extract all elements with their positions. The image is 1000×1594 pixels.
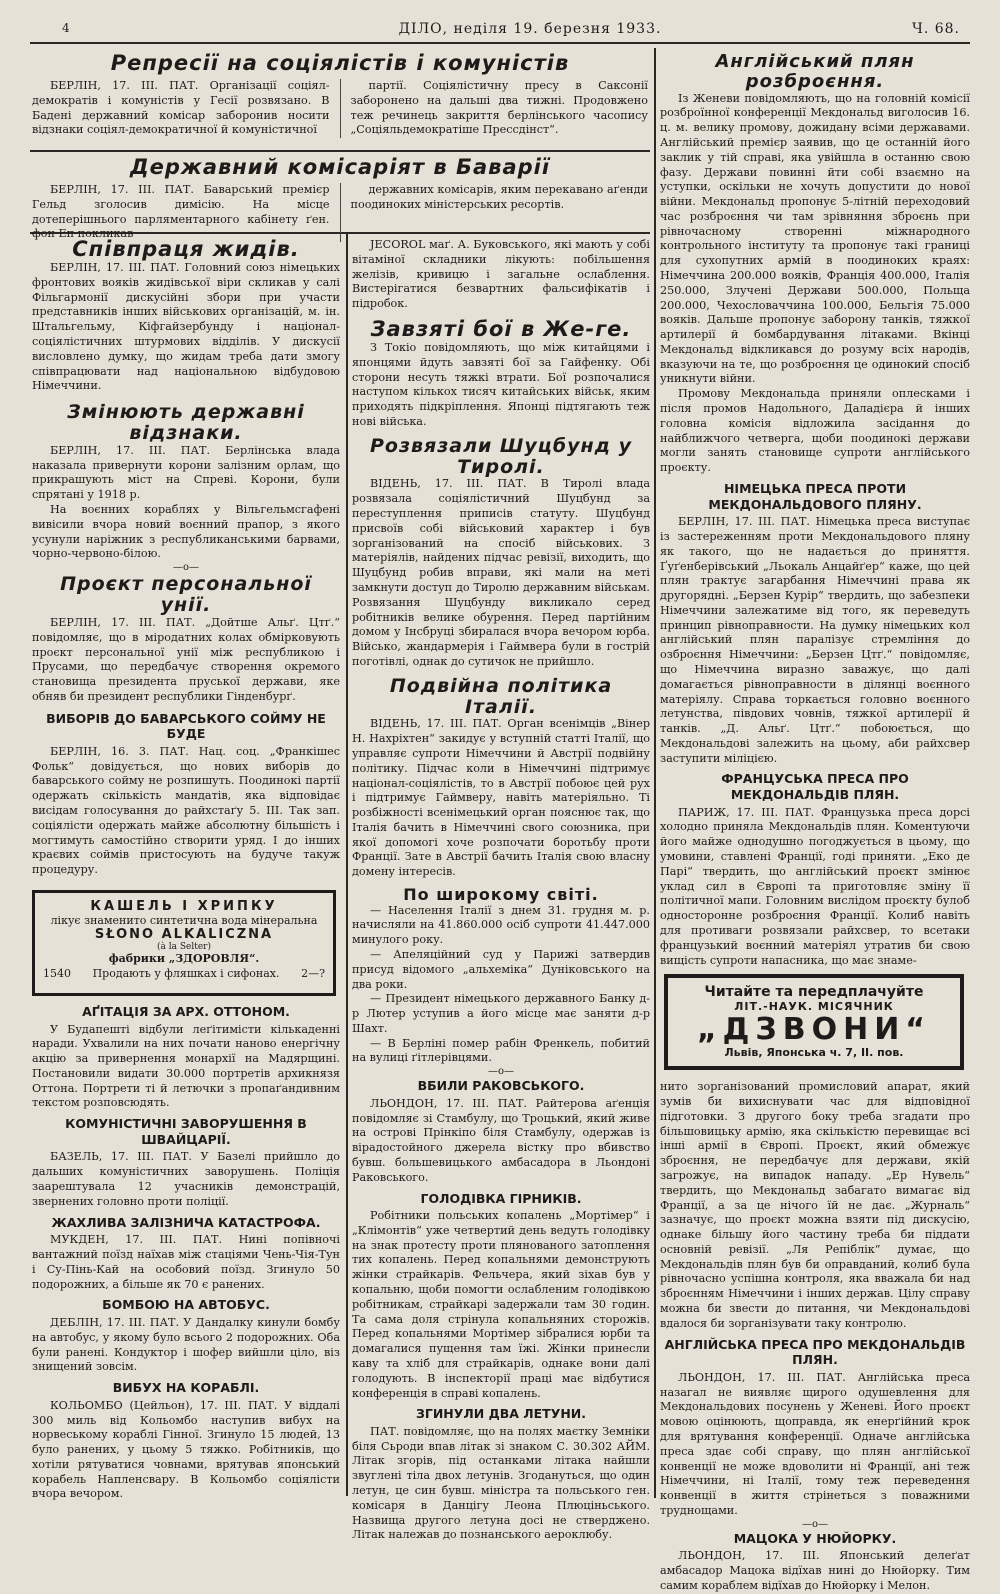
separator: —o— bbox=[801, 1518, 829, 1530]
ad-brand: SŁONO ALKALICZNA bbox=[94, 926, 274, 942]
separator: —o— bbox=[487, 1066, 515, 1078]
article-text: ЛЬОНДОН, 17. III. ПАТ. Райтерова аґенція повідомляє зі Стамбулу, що Троцький, який живе на острові Прінкіпо біля Стамбулу, одержав із вірадостойного джерела вістку про вбивство бувш. большевицького амбасадора в Льондоні Раковського. bbox=[352, 1096, 650, 1184]
ad-code: 1540 bbox=[43, 966, 71, 980]
article-title: ФРАНЦУСЬКА ПРЕСА ПРО МЕКДОНАЛЬДІВ ПЛЯН. bbox=[721, 771, 909, 803]
article-title: ВИБОРІВ ДО БАВАРСЬКОГО СОЙМУ НЕ БУДЕ bbox=[46, 710, 326, 742]
article-text: Промову Мекдональда приняли оплесками і після промов Надольного, Даладієра й інших головна комісія відложила засідання до найближчого четверга, щоби поодинокі держави могли занять становище супроти англійського проєкту. bbox=[660, 387, 970, 475]
article-text: — Президент німецького державного Банку д-р Лютер уступив а його місце має заняти д-р Шахт. bbox=[352, 992, 650, 1035]
article-text: — Апеляційний суд у Парижі затвердив присуд відомого „альхеміка“ Дуніковського на два роки. bbox=[352, 947, 650, 991]
advertisement-dzvony bbox=[664, 974, 964, 1070]
article-text: Робітники польських копалень „Мортімер“ і „Клімонтів“ уже четвертий день ведуть голодівку на знак протесту проти плянованого затоплення тих копалень. Перед копальнями демонструють жінки страйкарів. Фельчера, який зіхав був у копальню, щоби помогти ослабленим голодівкою робітникам, страйкарі задержали там 30 годин. Та сама доля стрінула копальняних сторожів. Перед копальнями Мортімер зібралися юрби та домагалися пущення там їжі. Жінки принесли каву та хліб для страйкарів, однаке вони далі голодують. В інспекторії праці має відбутися конференція в справі копалень. bbox=[352, 1209, 650, 1400]
ad-tail: 2—? bbox=[301, 966, 325, 980]
article-title: АҐІТАЦІЯ ЗА АРХ. ОТТОНОМ. bbox=[82, 1003, 290, 1019]
article-title: Співпраця жидів. bbox=[72, 237, 300, 261]
article-text: БЕРЛІН, 16. 3. ПАТ. Нац. соц. „Франкішес Фольк“ довідується, що нових виборів до баварського сойму не розпишуть. Поодинокі партії одержать скількість мандатів, яка відповідає висідам голосування до райхстаґу 5. III. Так зап. соціялісти одержать майже абсолютну більшість і могтимуть самостійно створити уряд. І до інших краєвих соймів пристосують на будуче такуж процедуру. bbox=[32, 744, 340, 877]
newspaper-title: ДІЛО, неділя 19. березня 1933. bbox=[398, 21, 662, 37]
article-title: ЗГИНУЛИ ДВА ЛЕТУНИ. bbox=[415, 1406, 587, 1422]
ad-headline: КАШЕЛЬ І ХРИПКУ bbox=[90, 898, 278, 914]
article-text: ПАТ. повідомляє, що на полях маєтку Земніки біля Сьроди впав літак зі знаком С. 30.302 АЙМ. Літак згорів, під останками літака найшли звуглені тіла двох летунів. Згодануться, що один летун, це син бувш. міністра та польського ген. комісаря в Данцігу Леона Плюціньського. Назвища другого летуна досі не стверджено. Літак належав до познанського аероклюбу. bbox=[352, 1424, 650, 1542]
advertisement-slot bbox=[660, 974, 970, 1074]
article-text: БЕРЛІН, 17. III. ПАТ. Баварський премієр Гельд зголосив димісію. На місце дотеперішнього парляментарного кабінету ґен. фон Еп покликав bbox=[32, 183, 330, 241]
column-rule bbox=[654, 48, 656, 1498]
column-1 bbox=[32, 237, 340, 1501]
article-text: ВІДЕНЬ, 17. III. ПАТ. В Тиролі влада розвязала соціялістичний Шуцбунд за переступлення приписів статуту. Шуцбунд присвоїв собі військовий характер і був зорганізований на спосіб військових. З матеріялів, найдених підчас ревізії, виходить, що Шуцбунд робив вправи, які мали на меті замкнути доступ до Тиролю державним військам. Розвязання Шуцбунду викликало серед робітників велике обурення. Перед партійним домом у Інсбруці збиралася вчора вечором юрба. Військо, жандармерія і Гаймвера були в гострій поготівлі, однак до сутичок не прийшло. bbox=[352, 477, 650, 668]
separator: —o— bbox=[172, 562, 200, 574]
article-title: Змінюють державні відзнаки. bbox=[67, 401, 305, 445]
article-bavaria-commissariat bbox=[32, 155, 648, 241]
article-title: По широкому світі. bbox=[403, 885, 599, 904]
article-text: БЕРЛІН, 17. III. ПАТ. Організації соціял-демократів і комуністів у Гесії розвязано. В Бадені державний комісар заборонив носити відзнаки соціял-демократичної й комуністичної bbox=[32, 79, 330, 137]
article-text: КОЛЬОМБО (Цейльон), 17. III. ПАТ. У віддалі 300 миль від Кольомбо наступив вибух на норвеському кораблі Гінної. Згинуло 15 людей, 13 було ранених, у цьому 5 тяжко. Робітників, що хотіли рятуватися човнами, врятував японський корабель Напленсвару. В Кольомбо соціялісти вчора вечором. bbox=[32, 1398, 340, 1501]
article-text: ДЕБЛІН, 17. III. ПАТ. У Дандалку кинули бомбу на автобус, у якому було всього 2 подорожних. Оба були ранені. Кондуктор і шофер вийшли ціло, віз знищений зовсім. bbox=[32, 1315, 340, 1374]
article-text: ЛЬОНДОН, 17. III. ПАТ. Англійська преса назагал не виявляє щирого одушевлення для Мекдональдових посунень у Женеві. Його проєкт мовою оцінюють, щоправда, як енерґійний крок для врятування конференції. Одначе англійська преса здає собі справу, що плян англійської конвенції не може вдоволити ні Франції, ані теж Німеччини, ні Італії, тому теж переведення конвенції в життя стрінеться з поважними труднощами. bbox=[660, 1370, 970, 1517]
article-text: державних комісарів, яким перекавано аґенди поодиноких міністерських ресортів. bbox=[350, 183, 648, 211]
article-title: Розвязали Шуцбунд у Тиролі. bbox=[369, 434, 632, 478]
article-text: З Токіо повідомляють, що між китайцями і японцями йдуть завзяті бої за Гайфенку. Обі сторони несуть тяжкі втрати. Бої розпочалися наступом кількох тисяч китайських військ, яким приходять підкріплення. Японці підтягають теж нові війська. bbox=[352, 341, 650, 428]
article-text: У Будапешті відбули леґітимісти кількаденні наради. Ухвалили на них почати наново енергічну акцію за привернення монархії на Мадярщині. Постановили видати 30.000 портретів архикнязя Оттона. Портрети ті й летючки з пропаґандивним текстом розповсюдять. bbox=[32, 1022, 340, 1110]
ad-headline: Читайте та передплачуйте bbox=[704, 984, 924, 1001]
ad-subtitle: ЛІТ.-НАУК. МІСЯЧНИК bbox=[734, 1000, 894, 1014]
section-rule bbox=[30, 150, 650, 152]
article-title: Подвійна політика Італії. bbox=[389, 674, 613, 718]
article-title: Проєкт персональної унії. bbox=[60, 573, 312, 617]
column-rule bbox=[346, 234, 348, 1496]
article-title: Репресії на соціялістів і комуністів bbox=[110, 51, 570, 75]
article-title: НІМЕЦЬКА ПРЕСА ПРОТИ МЕКДОНАЛЬДОВОГО ПЛЯНУ. bbox=[708, 480, 922, 512]
ad-sale-text: Продають у фляшках і сифонах. bbox=[92, 966, 280, 980]
article-text: — В Берліні помер рабін Френкель, побитий на вулиці ґітлерівцями. bbox=[352, 1036, 650, 1065]
article-text: ЛЬОНДОН, 17. III. Японський делеґат амбасадор Мацока відїхав нині до Нюйорку. Тим самим кораблем відїхав до Нюйорку і Мелон. bbox=[660, 1549, 970, 1592]
ad-brand: „ДЗВОНИ“ bbox=[696, 1012, 932, 1048]
article-title: МАЦОКА У НЮЙОРКУ. bbox=[733, 1530, 897, 1546]
article-text: JECOROL маґ. А. Буковського, які мають у собі вітаміної складники лікують: побільшення желізів, кривицю і загальне ослаблення. Вистерігатися безвартних фальсифікатів і підробок. bbox=[352, 238, 650, 311]
masthead bbox=[30, 18, 970, 44]
ad-address: Львів, Японська ч. 7, ІІ. пов. bbox=[724, 1046, 904, 1060]
article-title: ГОЛОДІВКА ГІРНИКІВ. bbox=[420, 1190, 582, 1206]
article-title: АНГЛІЙСЬКА ПРЕСА ПРО МЕКДОНАЛЬДІВ ПЛЯН. bbox=[664, 1336, 966, 1368]
article-title: ВИБУХ НА КОРАБЛІ. bbox=[112, 1380, 260, 1396]
article-text: нито зорганізований промисловий апарат, який зумів би вихиснувати час для відповідної підготовки. З другого боку треба згадати про більшовицьку армію, яка скількістю перевищає всі інші армії в Європі. Проєкт, який обмежує зброєння, не передбачує для держави, якій загрожує, на випадок нападу. „Ер Нувель“ твердить, що Мекдональд забагато вимагає від Франції, а за це нічого їй не дає. „Журналь“ зазначує, що проєкт можна взяти під дискусію, однаке більшу його частину треба би піддати основній ревізії. „Ля Репіблік“ думає, що Мекдональдів плян був би оправданий, колиб була рівночасно успішна контроля, яка вважала би над зброєнням Німеччини і інших держав. Цілу справу можна би звести до питання, чи Мекдональдові вдалося би зорганізувати таку контролю. bbox=[660, 1080, 970, 1330]
article-title: ЖАХЛИВА ЗАЛІЗНИЧА КАТАСТРОФА. bbox=[51, 1214, 321, 1230]
ad-maker: фабрики „ЗДОРОВЛЯ“. bbox=[108, 951, 260, 965]
article-text: БЕРЛІН, 17. III. ПАТ. Берлінська влада наказала привернути корони залізним орлам, що прикрашують міст на Спреві. Корони, були спрятані у 1918 р. bbox=[32, 443, 340, 502]
article-repressions bbox=[32, 52, 648, 148]
advertisement-slot bbox=[32, 884, 340, 1004]
article-text: ПАРИЖ, 17. III. ПАТ. Французька преса дорсі холодно приняла Мекдональдів плян. Коментуючи його майже однодушно погоджується в цьому, що умовини, ставлені Франції, годі приняти. „Еко де Парі“ твердить, що англійський проєкт змінює уклад сил в Європі та приготовляє зміну її політичної мапи. Головним вислідом проєкту булоб односторонне розброєння Франції. Колиб навіть для противаги розвязали райхсвер, то всетаки французький воєнний матеріял утратив би свою вищість супроти напасника, що має знаме- bbox=[660, 805, 970, 967]
article-title: Англійський плян розброєння. bbox=[715, 51, 915, 92]
article-text: МУКДЕН, 17. III. ПАТ. Нині попівночі вантажний поїзд наїхав між стаціями Чень-Чія-Тун і Су-Пінь-Кай на особовий поїзд. Згинуло 50 подорожних, а більше як 70 є ранених. bbox=[32, 1233, 340, 1291]
page-number: 4 bbox=[62, 21, 71, 35]
article-text: БЕРЛІН, 17. III. ПАТ. „Дойтше Альґ. Цтґ.“ повідомляє, що в міродатних колах обмірковують проєкт персональної унії між республикою і Прусами, що передбачує створення окремого становища президента пруської держави, яке обняв би президент республики Гінденбурґ. bbox=[32, 615, 340, 703]
article-text: ВІДЕНЬ, 17. III. ПАТ. Орган всенімців „Вінер Н. Нахріхтен“ закидує у вступній статті Італії, що управляє супроти Німеччини й Австрії подвійну політику. Підчас коли в Німеччині підтримує націонал-соціялістів, то в Австрії побоює цей рух і підтримує Гаймверу, навіть матеріяльно. Ті розбіжності всенімецький орган пояснює так, що Італія бачить в Німеччині свого союзника, при якої допомогі хоче розпочати боротьбу проти Франції. Зате в Австрії бачить Італія свою власну домену інтересів. bbox=[352, 717, 650, 879]
article-text: партії. Соціялістичну пресу в Саксонії заборонено на дальші два тижні. Продовжено теж речинець закриття берлінського часопису „Соціяльдемократіше Прессдінст“. bbox=[350, 79, 648, 137]
article-title: Державний комісаріят в Баварії bbox=[129, 155, 551, 179]
article-title: КОМУНІСТИЧНІ ЗАВОРУШЕННЯ В ШВАЙЦАРІЇ. bbox=[65, 1116, 307, 1147]
article-text: — Населення Італії з днем 31. грудня м. р. начисляли на 41.860.000 осіб супроти 41.447.000 минулого року. bbox=[352, 903, 650, 947]
article-title: Завзяті бої в Же-ге. bbox=[370, 316, 632, 341]
article-title: БОМБОЮ НА АВТОБУС. bbox=[102, 1297, 270, 1313]
article-text: БАЗЕЛЬ, 17. III. ПАТ. У Базелі прийшло до дальших комуністичних заворушень. Поліція заарештувала 12 учасників демонстрацій, звернених головно проти поліції. bbox=[32, 1150, 340, 1208]
article-text: Із Женеви повідомляють, що на головній комісії розброїнної конференції Мекдональд виголосив 16. ц. м. велику промову, дожидану всіми державами. Англійський премієр заявив, що це останній його заклик у тій справі, яка увійшла в останню свою фазу. Держави повинні йти собі взаємно на уступки, оскільки не хочуть допустити до нової війни. Мекдональд пропонує 5-літній переходовий час розброєння чи там зрівняння зброєнь при рівночасному створенні міжнародного контрольного інституту та пропонує такі границі для сухопутних армій в поодиноких краях: Німеччина 200.000 вояків, Франція 400.000, Італія 250.000, Злучені Держави 500.000, Польща 200.000, Чехословаччина 100.000, Бельгія 75.000 вояків. Дальше пропонує заборону танків, тяжкої артилерії й бомбардування літаками. Вкінці Мекдональд відкликався до розуму всіх народів, вказуючи на те, що розброєння це одинокий спосіб уникнути війни. bbox=[660, 91, 970, 386]
ad-text: лікує знаменито синтетична вода мінеральна bbox=[50, 913, 318, 927]
article-title: ВБИЛИ РАКОВСЬКОГО. bbox=[417, 1078, 585, 1094]
column-2 bbox=[352, 238, 650, 1542]
issue-number: Ч. 68. bbox=[912, 21, 960, 37]
article-text: БЕРЛІН, 17. III. ПАТ. Головний союз німецьких фронтових вояків жидівської віри скликав у салі Фільгармонії дискусійні збори при участи представників інших військових організацій, м. ін. Штальгельму, Кіфгайзербунду і націонал-соціялістичних штурмових відділів. У дискусії висловлено думку, що жидам треба дати змогу співпрацювати над національною відбудовою Німеччини. bbox=[32, 261, 340, 393]
ad-note: (à la Selter) bbox=[157, 941, 211, 952]
article-text: На воєнних кораблях у Вільгельмсгафені вивісили вчора новий воєнний прапор, з якого усунули наріжник з республиканськими барвами, чорно-червоно-білою. bbox=[32, 503, 340, 561]
article-text: БЕРЛІН, 17. III. ПАТ. Німецька преса виступає із застереженням проти Мекдональдового пляну як такого, що не надається до приняття. Ґуґенберівський „Льокаль Анцайґер“ каже, що цей плян трактує загарбання Німеччині права як другорядні. „Берзен Курір“ твердить, що забезпеки Німеччини залежатиме від того, як переведуть принцип рівноправности. На думку німецьких кол англійський плян паралізує стремління до озброєння Німеччини: „Берзен Цтґ.“ повідомляє, що Німеччина виразно заважує, що далі домагається рівноправности в ділянці воєнного матеріялу. Справа торкається головно воєнного летунства, півдових човнів, тяжкої артилерії й танків. „Д. Альґ. Цтґ.“ побоюється, що Мекдональдові залежить на цьому, аби райхсвер заступити міліцією. bbox=[660, 515, 970, 765]
advertisement-mineral-water bbox=[32, 890, 336, 996]
column-3 bbox=[660, 51, 970, 1592]
